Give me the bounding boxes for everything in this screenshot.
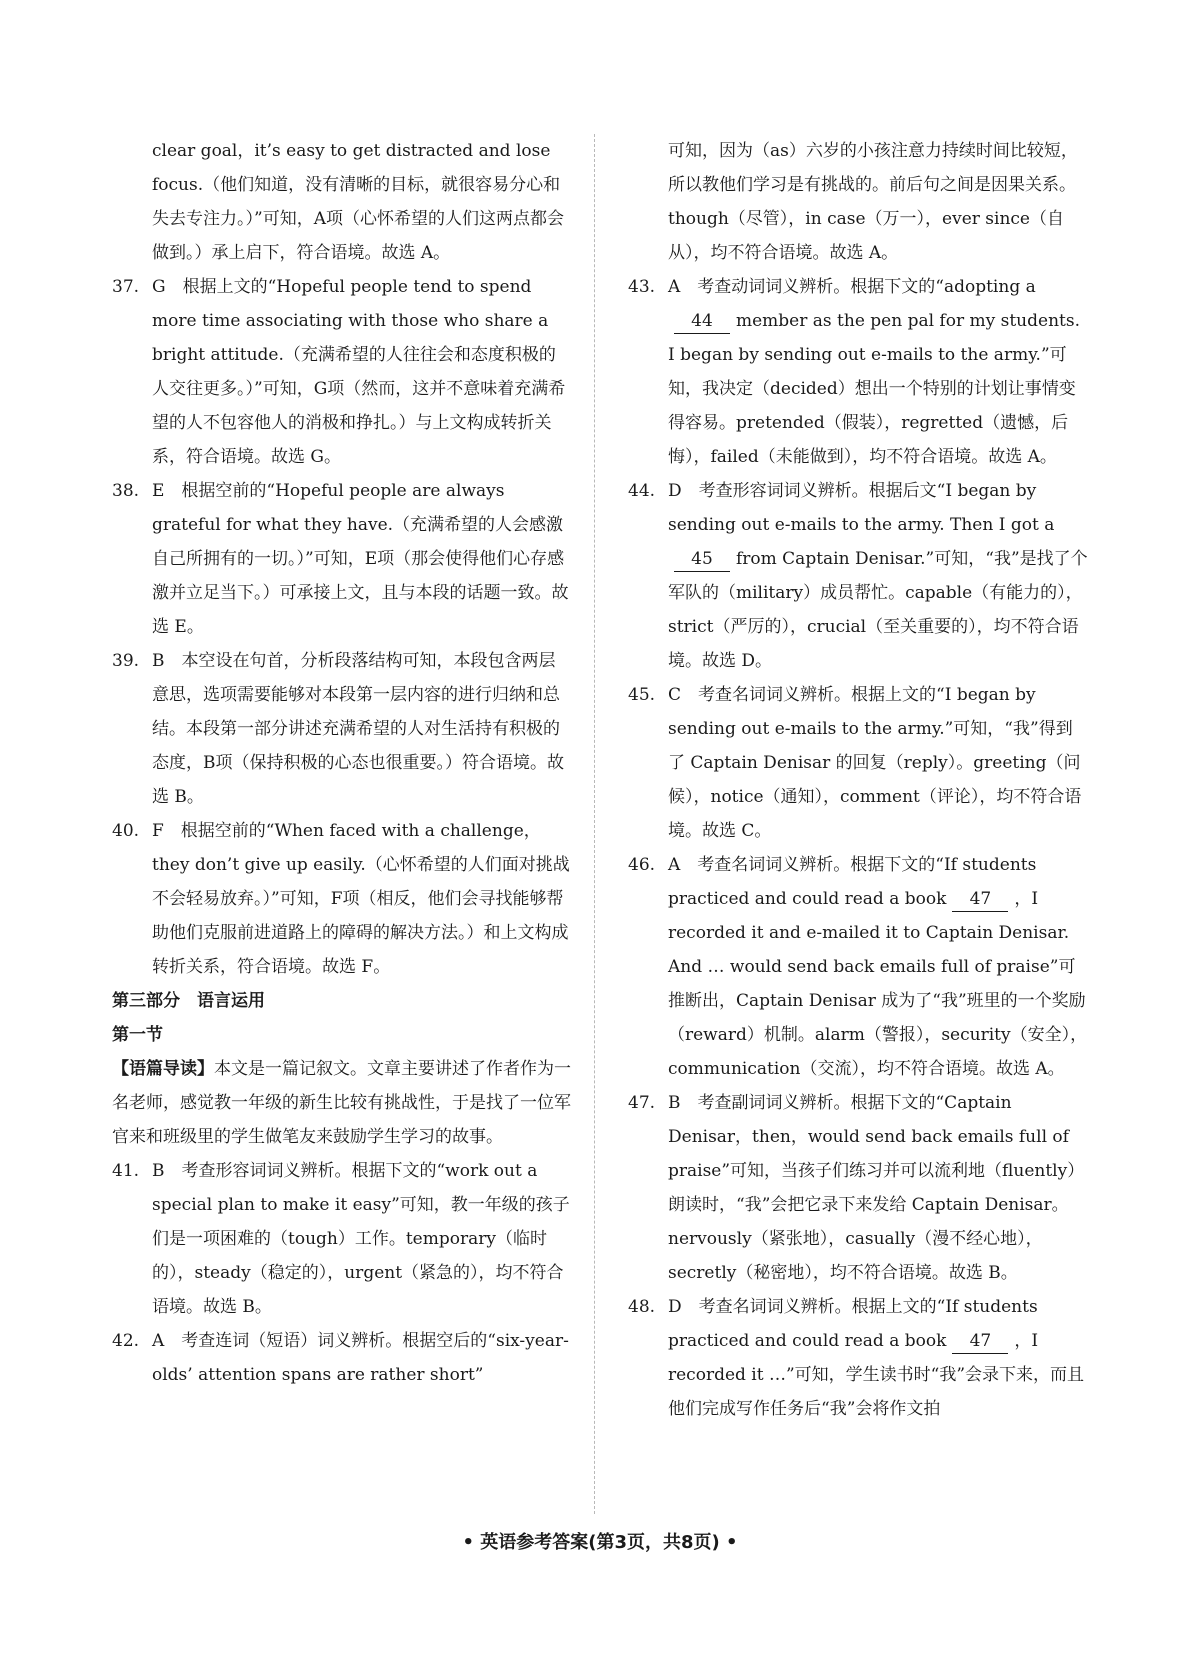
answer-40: [112, 814, 572, 984]
blank-number: 47: [952, 887, 1008, 912]
text-before-blank: D 考查形容词词义辨析。根据后文“I began by sending out e-mails to the army. Then I got a: [668, 481, 1055, 535]
intro-tag: 【语篇导读】: [112, 1059, 214, 1079]
answer-text: B 本空设在句首，分析段落结构可知，本段包含两层意思，选项需要能够对本段第一层内容的进行归纳和总结。本段第一部分讲述充满希望的人对生活持有积极的态度，B项（保持积极的心态也很重要。）符合语境。故选 B。: [152, 651, 564, 807]
section-heading: 第一节: [112, 1025, 163, 1045]
answer-37: [112, 270, 572, 474]
q36-continuation: clear goal，it’s easy to get distracted and lose focus.（他们知道，没有清晰的目标，就很容易分心和失去专注力。）”可知，A项（心怀希望的人们这两点都会做到。）承上启下，符合语境。故选 A。: [152, 141, 564, 263]
answer-text: C 考查名词词义辨析。根据上文的“I began by sending out e-mails to the army.”可知，“我”得到了 Captain Denisar 的回复（reply）。greeting（问候），notice（通知），comment（评论），均不符合语境。故选 C。: [668, 685, 1082, 841]
text-before-blank: A 考查动词词义辨析。根据下文的“adopting a: [668, 277, 1036, 297]
answer-number: 43.: [628, 277, 656, 297]
blank-number: 45: [674, 547, 730, 572]
answer-46: [628, 848, 1088, 1086]
answer-number: 48.: [628, 1297, 656, 1317]
answer-text: [668, 1290, 1088, 1426]
text-after-blank: from Captain Denisar.”可知，“我”是找了个军队的（military）成员帮忙。capable（有能力的），strict（严厉的），crucial（至关重要的），均不符合语境。故选 D。: [668, 549, 1088, 671]
answer-48: [628, 1290, 1088, 1426]
text-before-blank: A 考查名词词义辨析。根据下文的“If students practiced and could read a book: [668, 855, 1037, 909]
q42-continuation: 可知，因为（as）六岁的小孩注意力持续时间比较短，所以教他们学习是有挑战的。前后句之间是因果关系。though（尽管），in case（万一），ever since（自从），均不符合语境。故选 A。: [668, 141, 1078, 263]
text-before-blank: D 考查名词词义辨析。根据上文的“If students practiced and could read a book: [668, 1297, 1038, 1351]
answer-42: [112, 1324, 572, 1392]
passage-intro: [112, 1052, 572, 1154]
column-divider: [594, 134, 595, 1514]
answer-number: 39.: [112, 651, 140, 671]
answer-text: [668, 270, 1088, 474]
answer-text: E 根据空前的“Hopeful people are always grateful for what they have.（充满希望的人会感激自己所拥有的一切。）”可知，E项（那会使得他们心存感激并立足当下。）可承接上文，且与本段的话题一致。故选 E。: [152, 481, 569, 637]
answer-47: [628, 1086, 1088, 1290]
text-after-blank: ，I recorded it and e-mailed it to Captain Denisar. And … would send back emails full of praise”可推断出，Captain Denisar 成为了“我”班里的一个奖励（reward）机制。alarm（警报），security（安全），communication（交流），均不符合语境。故选 A。: [668, 889, 1088, 1079]
answer-text: B 考查形容词词义辨析。根据下文的“work out a special plan to make it easy”可知，教一年级的孩子们是一项困难的（tough）工作。temporary（临时的），steady（稳定的），urgent（紧急的），均不符合语境。故选 B。: [152, 1161, 570, 1317]
left-column: [112, 134, 572, 1392]
intro-text: 本文是一篇记叙文。文章主要讲述了作者作为一名老师，感觉教一年级的新生比较有挑战性，于是找了一位军官来和班级里的学生做笔友来鼓励学生学习的故事。: [112, 1059, 571, 1147]
answer-number: 41.: [112, 1161, 140, 1181]
answer-number: 38.: [112, 481, 140, 501]
answer-number: 37.: [112, 277, 140, 297]
answer-43: [628, 270, 1088, 474]
answer-41: [112, 1154, 572, 1324]
answer-44: [628, 474, 1088, 678]
answer-39: [112, 644, 572, 814]
answer-number: 40.: [112, 821, 140, 841]
blank-number: 47: [952, 1329, 1008, 1354]
answer-number: 45.: [628, 685, 656, 705]
answer-45: [628, 678, 1088, 848]
page-footer: • 英语参考答案(第3页，共8页) •: [462, 1532, 738, 1553]
answer-text: [668, 474, 1088, 678]
text-after-blank: ，I recorded it …”可知，学生读书时“我”会录下来，而且他们完成写作任务后“我”会将作文拍: [668, 1331, 1085, 1419]
answer-text: G 根据上文的“Hopeful people tend to spend more time associating with those who share a bright attitude.（充满希望的人往往会和态度积极的人交往更多。）”可知，G项（然而，这并不意味着充满希望的人不包容他人的消极和挣扎。）与上文构成转折关系，符合语境。故选 G。: [152, 277, 566, 467]
answer-number: 46.: [628, 855, 656, 875]
answer-number: 44.: [628, 481, 656, 501]
answer-text: A 考查连词（短语）词义辨析。根据空后的“six-year-olds’ attention spans are rather short”: [152, 1331, 569, 1385]
answer-38: [112, 474, 572, 644]
part-heading: 第三部分 语言运用: [112, 991, 265, 1011]
blank-number: 44: [674, 309, 730, 334]
right-column: [628, 134, 1088, 1426]
answer-number: 42.: [112, 1331, 140, 1351]
answer-text: B 考查副词词义辨析。根据下文的“Captain Denisar，then，would send back emails full of praise”可知，当孩子们练习并可以流利地（fluently）朗读时，“我”会把它录下来发给 Captain Denisar。nervously（紧张地），casually（漫不经心地），secretly（秘密地），均不符合语境。故选 B。: [668, 1093, 1085, 1283]
answer-text: [668, 848, 1088, 1086]
answer-number: 47.: [628, 1093, 656, 1113]
text-after-blank: member as the pen pal for my students. I began by sending out e-mails to the army.”可知，我决定（decided）想出一个特别的计划让事情变得容易。pretended（假装），regretted（遗憾，后悔），failed（未能做到），均不符合语境。故选 A。: [668, 311, 1080, 467]
answer-text: F 根据空前的“When faced with a challenge，they don’t give up easily.（心怀希望的人们面对挑战不会轻易放弃。）”可知，F项（相反，他们会寻找能够帮助他们克服前进道路上的障碍的解决方法。）和上文构成转折关系，符合语境。故选 F。: [152, 821, 570, 977]
